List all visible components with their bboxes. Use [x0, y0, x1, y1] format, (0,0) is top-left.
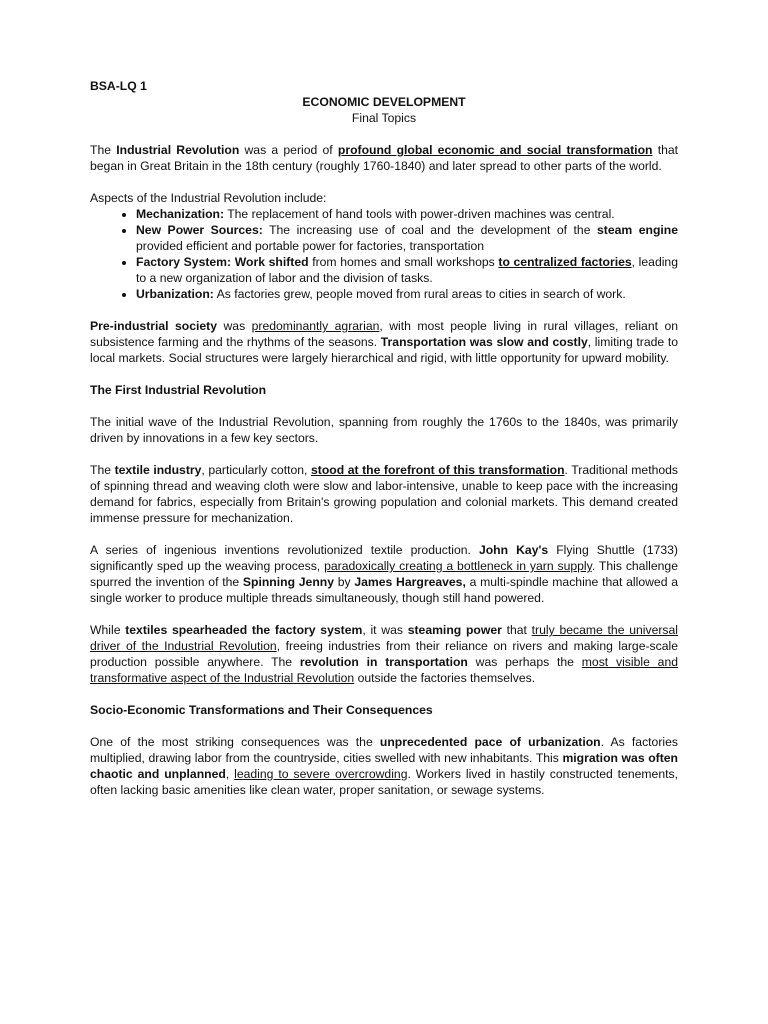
text-run: provided efficient and portable power for factories, transportation — [136, 239, 484, 253]
text-run: was perhaps the — [467, 655, 582, 669]
list-item — [136, 286, 678, 302]
text-run: , with most people living in rural villages, reliant on subsistence farming and the rhythms of the seasons. — [90, 319, 679, 349]
section-heading: Socio-Economic Transformations and Their Consequences — [90, 703, 433, 717]
list-item — [136, 254, 678, 286]
section-heading: The First Industrial Revolution — [90, 383, 267, 397]
list-item — [136, 206, 678, 222]
text-run: , leading to a new organization of labor and the division of tasks. — [136, 255, 678, 285]
text-run: paradoxically creating a bottleneck in yarn supply — [324, 559, 592, 573]
pre-industrial-paragraph — [90, 318, 678, 366]
text-run: John Kay's — [478, 543, 549, 557]
textile-paragraph — [90, 462, 678, 526]
text-run: A series of ingenious inventions revolutionized textile production. — [90, 543, 479, 557]
text-run: Transportation was slow and costly — [380, 335, 588, 349]
document-title: ECONOMIC DEVELOPMENT — [302, 95, 466, 109]
text-run: a multi-spindle machine that allowed a single worker to produce multiple threads simultaneously, though still hand powered. — [90, 575, 679, 605]
text-run: While — [90, 623, 126, 637]
text-run: stood at the forefront of this transformation — [310, 463, 565, 477]
text-run: predominantly agrarian — [251, 319, 380, 333]
text-run: Industrial Revolution — [116, 143, 240, 157]
list-item — [136, 222, 678, 254]
text-run: was a period of — [239, 143, 338, 157]
document-code: BSA-LQ 1 — [90, 79, 147, 93]
aspects-list — [90, 206, 678, 302]
text-run: , — [225, 767, 235, 781]
initial-wave-paragraph — [90, 414, 678, 446]
intro-paragraph — [90, 142, 678, 174]
text-run: , freeing industries from their reliance on rivers and making large-scale production possible anywhere. The — [90, 639, 678, 669]
text-run: , limiting trade to local markets. Social structures were largely hierarchical and rigid, with little opportunity for upward mobility. — [90, 335, 678, 365]
text-run: One of the most striking consequences was the — [90, 735, 380, 749]
steam-power-paragraph — [90, 622, 678, 686]
text-run: most visible and transformative aspect of the Industrial Revolution — [90, 655, 678, 685]
text-run: migration was often chaotic and unplanned — [90, 751, 678, 781]
text-run: was — [217, 319, 252, 333]
text-run: , particularly cotton, — [201, 463, 311, 477]
text-run: that — [501, 623, 532, 637]
text-run: that began in Great Britain in the 18th century (roughly 1760-1840) and later spread to other parts of the world. — [90, 143, 679, 173]
text-run: revolution in transportation — [299, 655, 468, 669]
text-run: The replacement of hand tools with power-driven machines was central. — [224, 207, 615, 221]
text-run: . Traditional methods of spinning thread and weaving cloth were slow and labor-intensive, unable to keep pace with the increasing demand for fabrics, especially from Britain's growing population and colonial markets. This demand created immense pressure for mechanization. — [90, 463, 679, 525]
text-run: James Hargreaves, — [354, 575, 466, 589]
text-run: The increasing use of coal and the development of the — [262, 223, 597, 237]
text-run: Flying Shuttle (1733) significantly sped up the weaving process, — [90, 543, 678, 573]
text-run: steam engine — [596, 223, 678, 237]
inventions-paragraph — [90, 542, 678, 606]
text-run: truly became the universal driver of the Industrial Revolution — [90, 623, 678, 653]
text-run: The — [90, 463, 115, 477]
document-subtitle: Final Topics — [351, 111, 417, 125]
text-run: profound global economic and social transformation — [337, 143, 653, 157]
text-run: , it was — [362, 623, 408, 637]
text-run: unprecedented pace of urbanization — [379, 735, 601, 749]
text-run: textiles spearheaded the factory system — [125, 623, 363, 637]
text-run: . Workers lived in hastily constructed tenements, often lacking basic amenities like clean water, proper sanitation, or sewage systems. — [90, 767, 678, 797]
text-run: Urbanization: — [136, 287, 214, 301]
text-run: . As factories multiplied, drawing labor from the countryside, cities swelled with new inhabitants. This — [90, 735, 678, 765]
text-run: Mechanization: — [136, 207, 225, 221]
text-run: Factory System: Work shifted — [136, 255, 309, 269]
text-run: As factories grew, people moved from rural areas to cities in search of work. — [213, 287, 626, 301]
text-run: textile industry — [114, 463, 202, 477]
text-run: . This challenge spurred the invention of the — [90, 559, 678, 589]
aspects-intro: Aspects of the Industrial Revolution include: — [90, 191, 327, 205]
text-run: to centralized factories — [498, 255, 632, 269]
text-run: from homes and small workshops — [308, 255, 499, 269]
text-run: leading to severe overcrowding — [234, 767, 408, 781]
text-run: outside the factories themselves. — [354, 671, 536, 685]
text-run: New Power Sources: — [136, 223, 263, 237]
urbanization-paragraph — [90, 734, 678, 798]
text-run: Spinning Jenny — [242, 575, 334, 589]
text-run: The — [90, 143, 117, 157]
text-run: The initial wave of the Industrial Revolution, spanning from roughly the 1760s to the 1840s, was primarily driven by innovations in a few key sectors. — [90, 415, 678, 445]
text-run: by — [333, 575, 355, 589]
text-run: Pre-industrial society — [90, 319, 218, 333]
text-run: steaming power — [407, 623, 502, 637]
